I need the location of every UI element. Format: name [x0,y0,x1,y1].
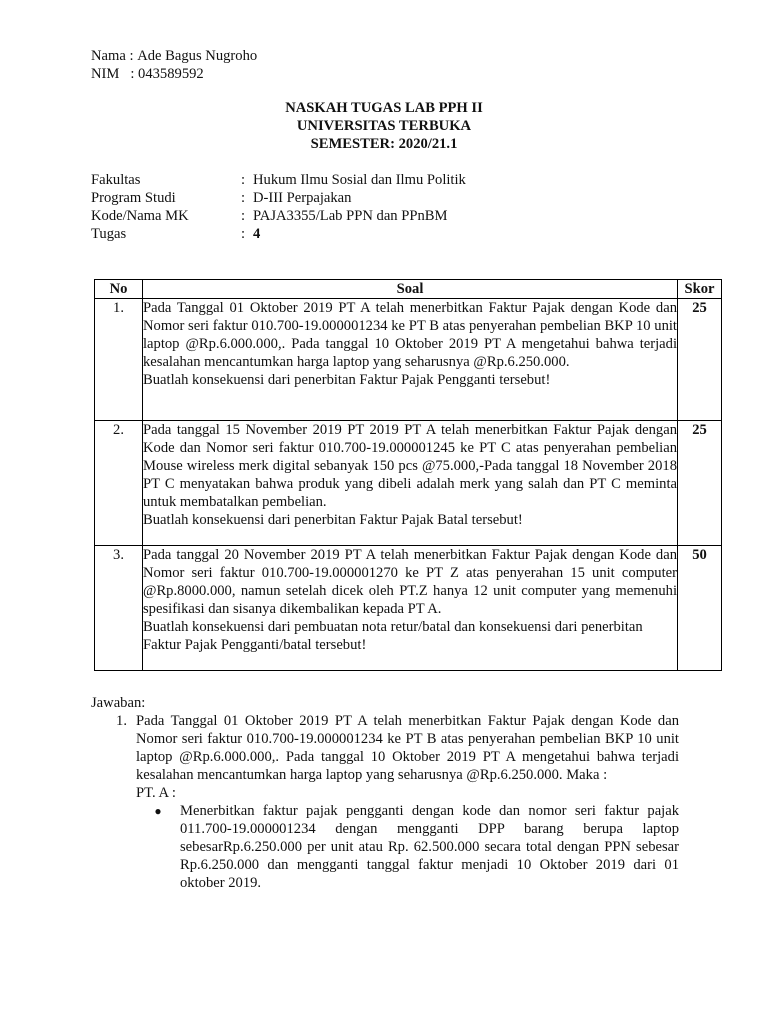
column-header-skor: Skor [678,280,722,299]
title-line-2: UNIVERSITAS TERBUKA [296,118,472,134]
student-identity [91,47,257,83]
nim-line [91,65,257,83]
meta-key: Kode/Nama MK [91,208,189,224]
question-task: Buatlah konsekuensi dari penerbitan Faktur Pajak Batal tersebut! [143,512,523,528]
question-body: Pada tanggal 15 November 2019 PT 2019 PT A telah menerbitkan Faktur Pajak dengan Kode dan Nomor seri faktur 010.700-19.000001245 ke PT C atas penyerahan pembelian Mouse wireless merk digital sebanyak 150 pcs @75.000,-Pada tanggal 18 November 2018 PT C menyatakan bahwa produk yang dibeli adalah merk yang salah dan PT C meminta untuk membatalkan pembelian. [143,422,677,510]
question-text [143,546,678,671]
question-text [143,299,678,421]
question-number: 1. [95,299,143,421]
title-line-1: NASKAH TUGAS LAB PPH II [285,100,483,116]
answer-heading: Jawaban: [91,695,146,711]
question-text [143,421,678,546]
answer-text: Pada Tanggal 01 Oktober 2019 PT A telah menerbitkan Faktur Pajak dengan Kode dan Nomor seri faktur 010.700-19.000001234 ke PT B atas penyerahan pembelian BKP 10 unit laptop @Rp.6.000.000,. Pada tanggal 10 Oktober 2019 PT A mengetahui bahwa terjadi kesalahan mencantumkan harga laptop yang seharusnya @Rp.6.250.000. Maka : [136,713,679,783]
meta-colon: : [241,190,246,206]
bullet-icon: ● [154,804,162,818]
name-label: Nama : [91,48,138,64]
questions-table [94,279,722,671]
meta-key: Fakultas [91,172,141,188]
question-number: 3. [95,546,143,671]
question-number: 2. [95,421,143,546]
document-title [0,99,768,153]
table-row [95,421,722,546]
meta-row-program-studi [91,189,466,207]
question-score: 25 [678,421,722,546]
table-row [95,299,722,421]
answer-subheading: PT. A : [136,785,176,801]
meta-row-tugas [91,225,466,243]
answer-bullet [136,802,679,892]
name-line [91,47,257,65]
meta-value: Hukum Ilmu Sosial dan Ilmu Politik [253,172,466,188]
course-meta [91,171,466,243]
name-value: Ade Bagus Nugroho [137,48,258,64]
answer-item [91,712,679,892]
meta-value: PAJA3355/Lab PPN dan PPnBM [253,208,448,224]
question-score: 25 [678,299,722,421]
meta-key: Program Studi [91,190,176,206]
table-header-row [95,280,722,299]
column-header-soal: Soal [143,280,678,299]
question-body: Pada tanggal 20 November 2019 PT A telah menerbitkan Faktur Pajak dengan Kode dan Nomor seri faktur 010.700-19.000001270 ke PT Z atas penyerahan 15 unit computer @Rp.8000.000, namun setelah dicek oleh PT.Z hanya 12 unit computer yang memenuhi spesifikasi dan sisanya dikembalikan kepada PT A. [143,547,677,617]
meta-colon: : [241,208,246,224]
meta-row-kode-mk [91,207,466,225]
table-row [95,546,722,671]
answer-section [91,694,679,892]
meta-key: Tugas [91,226,127,242]
answer-body [136,712,679,892]
meta-colon: : [241,172,246,188]
answer-number: 1. [116,713,127,729]
nim-label: NIM : [91,66,139,82]
meta-colon: : [241,226,246,242]
meta-row-fakultas [91,171,466,189]
bullet-text: Menerbitkan faktur pajak pengganti dengan kode dan nomor seri faktur pajak 011.700-19.000001234 dengan mengganti DPP barang berupa laptop sebesarRp.6.250.000 per unit atau Rp. 62.500.000 secara total dengan PPN sebesar Rp.6.250.000 dan mengganti tanggal faktur menjadi 10 Oktober 2019 dari 01 oktober 2019. [180,803,679,891]
meta-value: 4 [253,226,261,242]
question-task: Buatlah konsekuensi dari pembuatan nota retur/batal dan konsekuensi dari penerbitan Faktur Pajak Pengganti/batal tersebut! [143,619,643,653]
column-header-no: No [95,280,143,299]
question-task: Buatlah konsekuensi dari penerbitan Faktur Pajak Pengganti tersebut! [143,372,551,388]
title-line-3: SEMESTER: 2020/21.1 [310,136,458,152]
question-score: 50 [678,546,722,671]
nim-value: 043589592 [138,66,204,82]
question-body: Pada Tanggal 01 Oktober 2019 PT A telah menerbitkan Faktur Pajak dengan Kode dan Nomor seri faktur 010.700-19.000001234 ke PT B atas penyerahan pembelian BKP 10 unit laptop @Rp.6.000.000,. Pada tanggal 10 Oktober 2019 PT A mengetahui bahwa terjadi kesalahan mencantumkan harga laptop yang seharusnya @Rp.6.250.000. [143,300,677,370]
meta-value: D-III Perpajakan [253,190,352,206]
